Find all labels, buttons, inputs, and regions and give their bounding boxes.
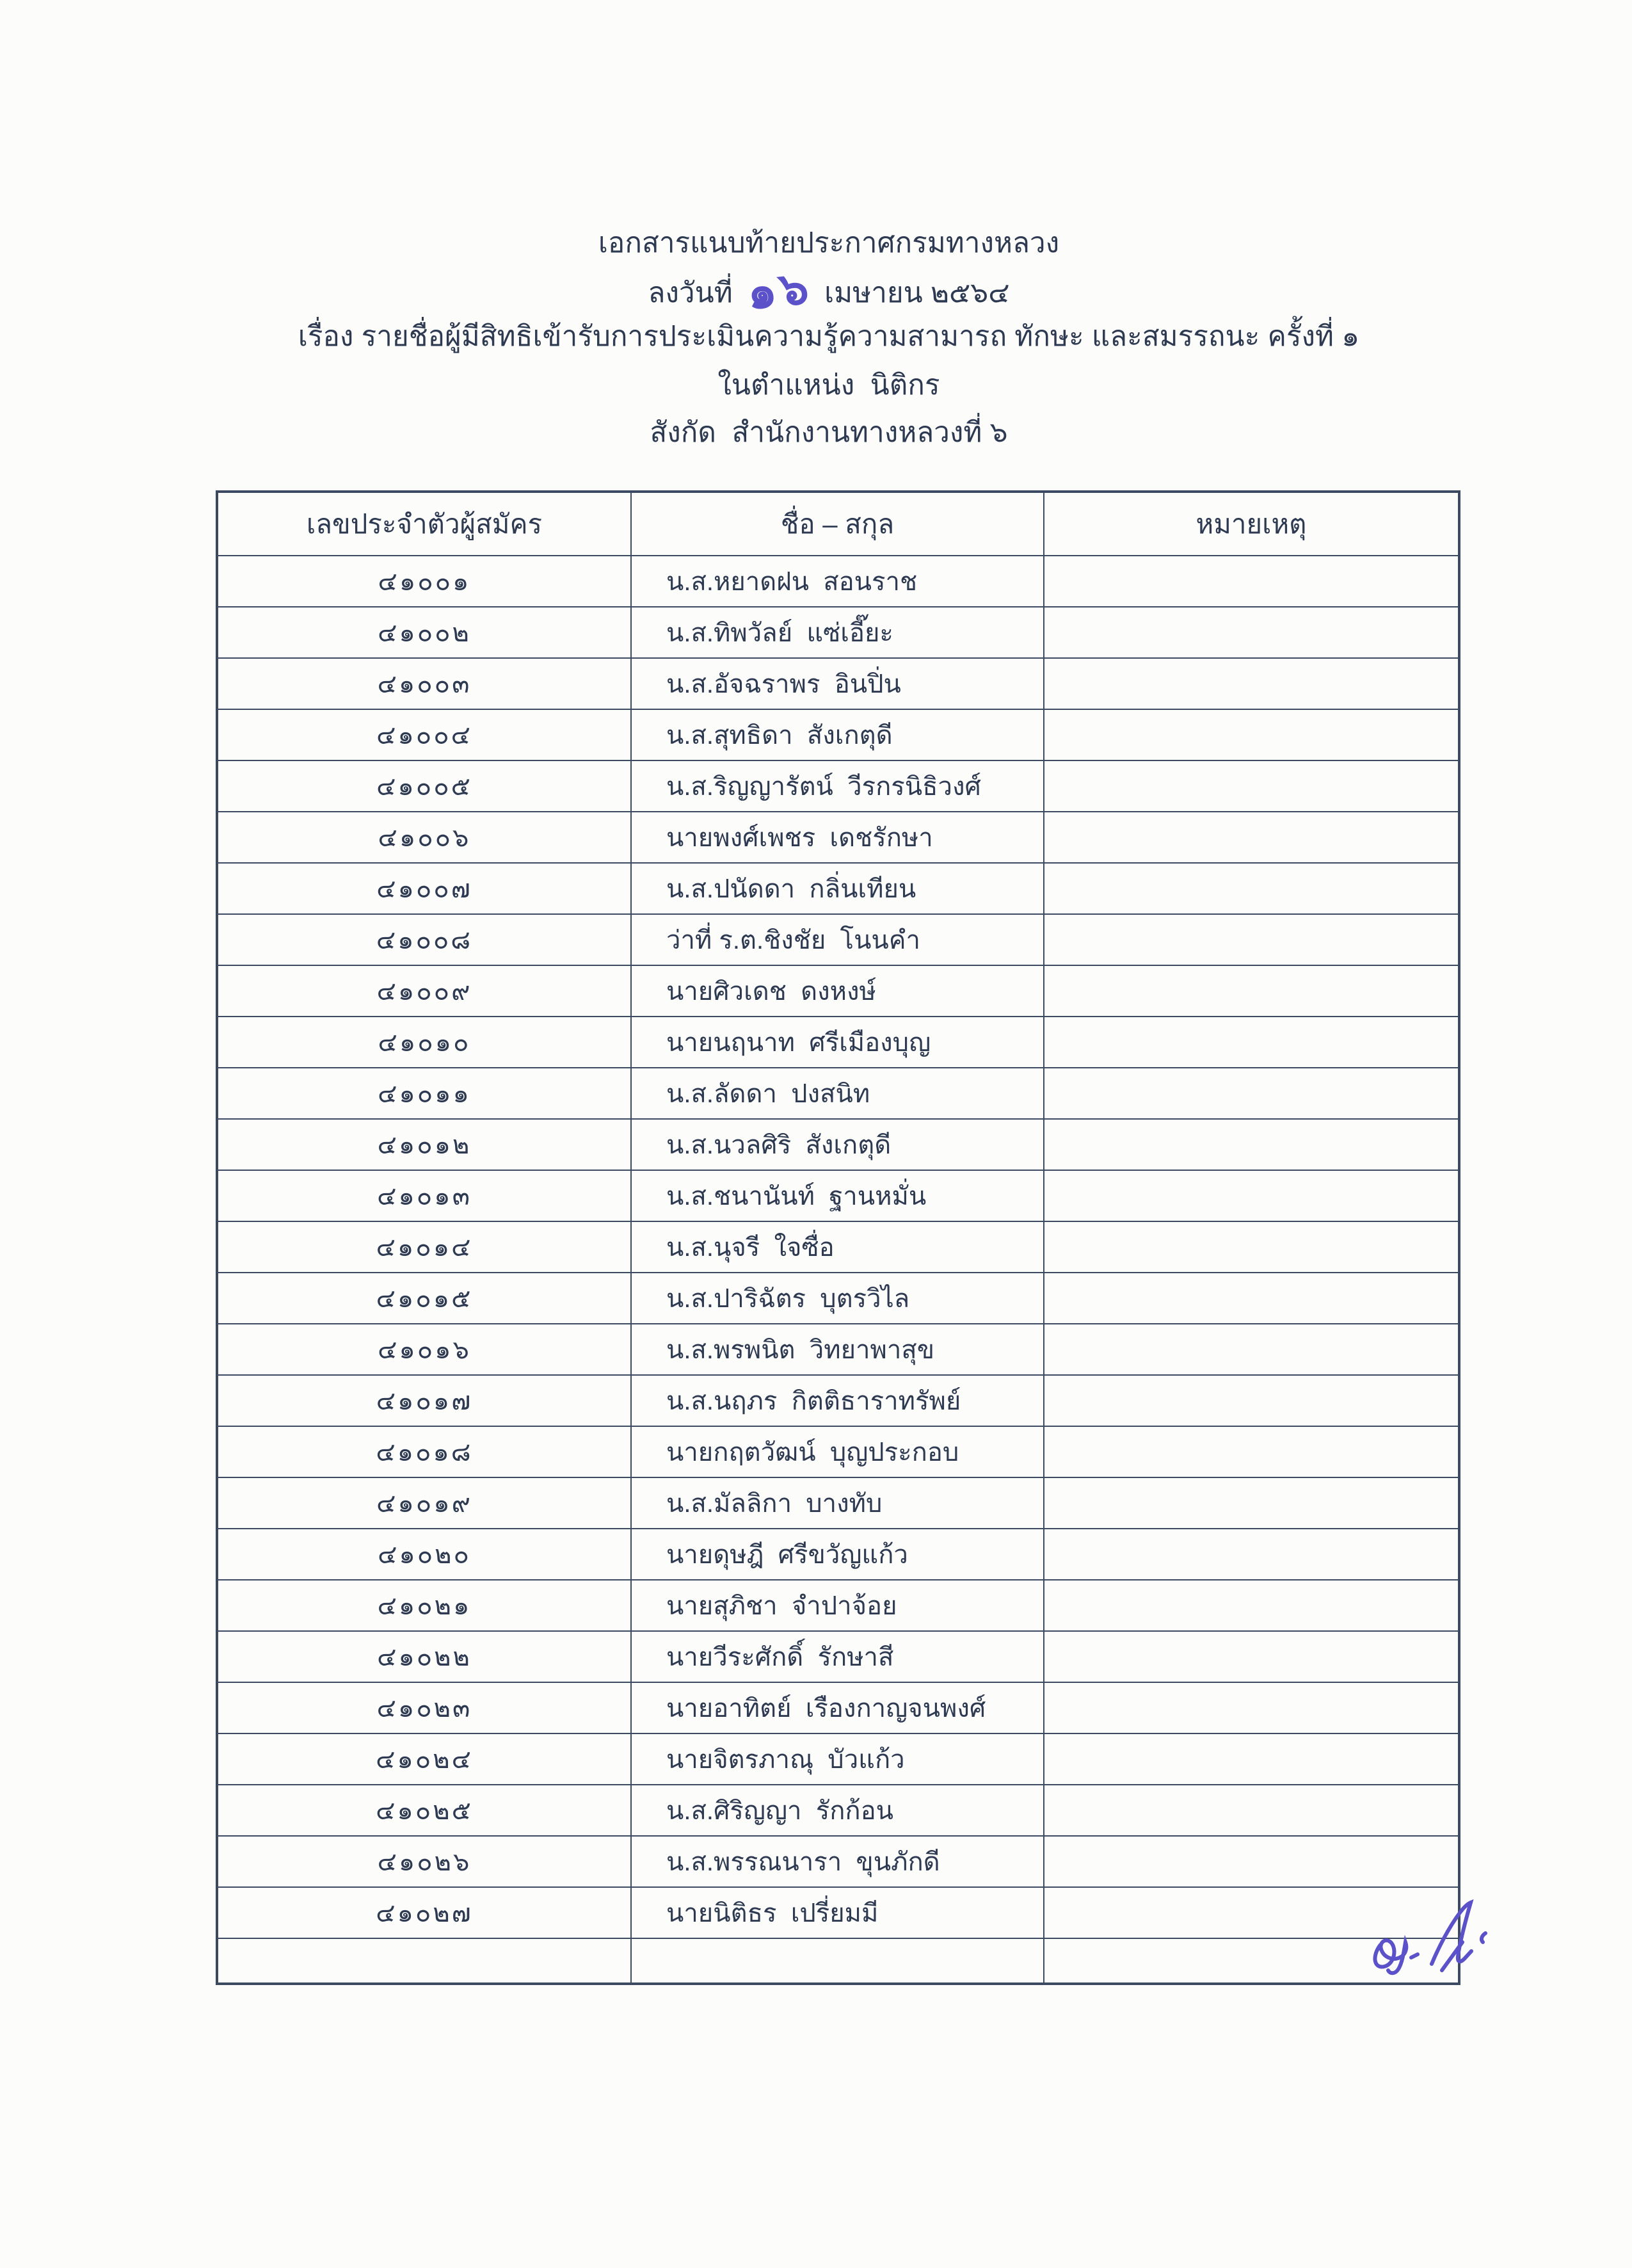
- remark-cell: [1044, 965, 1459, 1017]
- applicant-name-cell: นายพงศ์เพชร เดชรักษา: [631, 812, 1044, 863]
- applicant-name-cell: น.ส.ปนัดดา กลิ่นเทียน: [631, 863, 1044, 914]
- table-row: [217, 1682, 1459, 1733]
- table-row: [217, 556, 1459, 607]
- empty-cell: [631, 1938, 1044, 1984]
- remark-cell: [1044, 709, 1459, 760]
- table-row: [217, 863, 1459, 914]
- applicant-name-cell: นายศิวเดช ดงหงษ์: [631, 965, 1044, 1017]
- remark-cell: [1044, 1324, 1459, 1375]
- applicant-id-cell: ๔๑๐๐๔: [217, 709, 631, 760]
- applicant-name-cell: น.ส.ริญญารัตน์ วีรกรนิธิวงศ์: [631, 760, 1044, 812]
- applicant-id-cell: ๔๑๐๒๒: [217, 1631, 631, 1682]
- applicant-id-cell: ๔๑๐๐๒: [217, 607, 631, 658]
- applicant-name-cell: นายอาทิตย์ เรืองกาญจนพงศ์: [631, 1682, 1044, 1733]
- remark-cell: [1044, 1068, 1459, 1119]
- applicant-name-cell: น.ส.ชนานันท์ ฐานหมั่น: [631, 1170, 1044, 1221]
- applicant-name-cell: น.ส.ศิริญญา รักก้อน: [631, 1785, 1044, 1836]
- applicant-name-cell: นายดุษฎี ศรีขวัญแก้ว: [631, 1529, 1044, 1580]
- applicant-name-cell: น.ส.สุทธิดา สังเกตุดี: [631, 709, 1044, 760]
- applicant-name-cell: น.ส.ทิพวัลย์ แซ่เอี๊ยะ: [631, 607, 1044, 658]
- table-row: [217, 1733, 1459, 1785]
- applicant-id-cell: ๔๑๐๒๗: [217, 1887, 631, 1938]
- doc-division-line: สังกัด สำนักงานทางหลวงที่ ๖: [650, 417, 1008, 448]
- doc-subject-line: เรื่อง รายชื่อผู้มีสิทธิเข้ารับการประเมินความรู้ความสามารถ ทักษะ และสมรรถนะ ครั้งที่ ๑: [298, 321, 1360, 352]
- remark-cell: [1044, 914, 1459, 965]
- applicant-name-cell: นายจิตรภาณุ บัวแก้ว: [631, 1733, 1044, 1785]
- applicant-name-cell: น.ส.ลัดดา ปงสนิท: [631, 1068, 1044, 1119]
- applicant-id-cell: ๔๑๐๒๓: [217, 1682, 631, 1733]
- table-row: [217, 1529, 1459, 1580]
- applicant-id-cell: ๔๑๐๑๘: [217, 1426, 631, 1477]
- applicant-id-cell: ๔๑๐๑๑: [217, 1068, 631, 1119]
- remark-cell: [1044, 1836, 1459, 1887]
- applicant-id-cell: ๔๑๐๐๓: [217, 658, 631, 709]
- applicants-table-body: [217, 556, 1459, 1984]
- column-header-remark: หมายเหตุ: [1044, 492, 1459, 556]
- remark-cell: [1044, 812, 1459, 863]
- applicant-id-cell: ๔๑๐๑๔: [217, 1221, 631, 1273]
- applicant-id-cell: ๔๑๐๐๑: [217, 556, 631, 607]
- applicant-id-cell: ๔๑๐๐๘: [217, 914, 631, 965]
- applicant-name-cell: น.ส.นฤภร กิตติธาราทรัพย์: [631, 1375, 1044, 1426]
- table-row: [217, 760, 1459, 812]
- remark-cell: [1044, 1529, 1459, 1580]
- applicant-id-cell: ๔๑๐๒๔: [217, 1733, 631, 1785]
- applicant-name-cell: น.ส.อัจฉราพร อินปิ่น: [631, 658, 1044, 709]
- remark-cell: [1044, 556, 1459, 607]
- remark-cell: [1044, 1426, 1459, 1477]
- table-row: [217, 607, 1459, 658]
- empty-row: [217, 1938, 1459, 1984]
- doc-date-line: [38, 261, 1619, 319]
- table-row: [217, 1170, 1459, 1221]
- handwritten-date: ๑๖: [744, 261, 813, 319]
- remark-cell: [1044, 1221, 1459, 1273]
- applicant-id-cell: ๔๑๐๒๕: [217, 1785, 631, 1836]
- remark-cell: [1044, 1119, 1459, 1170]
- table-row: [217, 1477, 1459, 1529]
- table-row: [217, 1631, 1459, 1682]
- table-row: [217, 1785, 1459, 1836]
- remark-cell: [1044, 1682, 1459, 1733]
- remark-cell: [1044, 1170, 1459, 1221]
- remark-cell: [1044, 607, 1459, 658]
- table-row: [217, 1068, 1459, 1119]
- applicant-name-cell: นายกฤตวัฒน์ บุญประกอบ: [631, 1426, 1044, 1477]
- applicant-id-cell: ๔๑๐๐๗: [217, 863, 631, 914]
- applicant-id-cell: ๔๑๐๑๙: [217, 1477, 631, 1529]
- table-row: [217, 658, 1459, 709]
- remark-cell: [1044, 1580, 1459, 1631]
- table-row: [217, 914, 1459, 965]
- applicant-id-cell: ๔๑๐๑๒: [217, 1119, 631, 1170]
- table-row: [217, 1887, 1459, 1938]
- column-header-name: ชื่อ – สกุล: [631, 492, 1044, 556]
- table-row: [217, 709, 1459, 760]
- applicant-id-cell: ๔๑๐๑๓: [217, 1170, 631, 1221]
- table-row: [217, 1324, 1459, 1375]
- applicants-table: [216, 490, 1460, 1985]
- doc-title: เอกสารแนบท้ายประกาศกรมทางหลวง: [598, 227, 1060, 259]
- date-prefix: ลงวันที่: [648, 277, 733, 309]
- table-row: [217, 1221, 1459, 1273]
- applicant-id-cell: ๔๑๐๐๙: [217, 965, 631, 1017]
- applicant-name-cell: นายสุภิชา จำปาจ้อย: [631, 1580, 1044, 1631]
- table-row: [217, 812, 1459, 863]
- remark-cell: [1044, 658, 1459, 709]
- applicant-name-cell: น.ส.พรรณนารา ขุนภักดี: [631, 1836, 1044, 1887]
- applicant-name-cell: ว่าที่ ร.ต.ชิงชัย โนนคำ: [631, 914, 1044, 965]
- applicant-id-cell: ๔๑๐๐๖: [217, 812, 631, 863]
- remark-cell: [1044, 1631, 1459, 1682]
- remark-cell: [1044, 863, 1459, 914]
- table-row: [217, 965, 1459, 1017]
- table-header-row: [217, 492, 1459, 556]
- applicant-id-cell: ๔๑๐๑๗: [217, 1375, 631, 1426]
- applicant-name-cell: น.ส.ปาริฉัตร บุตรวิไล: [631, 1273, 1044, 1324]
- applicant-id-cell: ๔๑๐๑๖: [217, 1324, 631, 1375]
- applicant-id-cell: ๔๑๐๒๐: [217, 1529, 631, 1580]
- table-row: [217, 1426, 1459, 1477]
- applicant-id-cell: ๔๑๐๑๐: [217, 1017, 631, 1068]
- applicant-name-cell: นายนฤนาท ศรีเมืองบุญ: [631, 1017, 1044, 1068]
- remark-cell: [1044, 1273, 1459, 1324]
- table-row: [217, 1836, 1459, 1887]
- column-header-applicant-id: เลขประจำตัวผู้สมัคร: [217, 492, 631, 556]
- applicant-id-cell: ๔๑๐๒๖: [217, 1836, 631, 1887]
- doc-position-line: ในตำแหน่ง นิติกร: [717, 369, 940, 401]
- date-suffix: เมษายน ๒๕๖๔: [824, 277, 1010, 309]
- applicant-name-cell: น.ส.หยาดฝน สอนราช: [631, 556, 1044, 607]
- remark-cell: [1044, 1017, 1459, 1068]
- applicant-name-cell: น.ส.พรพนิต วิทยาพาสุข: [631, 1324, 1044, 1375]
- table-row: [217, 1119, 1459, 1170]
- table-row: [217, 1580, 1459, 1631]
- remark-cell: [1044, 1375, 1459, 1426]
- table-row: [217, 1017, 1459, 1068]
- applicant-id-cell: ๔๑๐๒๑: [217, 1580, 631, 1631]
- table-row: [217, 1273, 1459, 1324]
- remark-cell: [1044, 760, 1459, 812]
- applicant-name-cell: นายนิติธร เปรี่ยมมี: [631, 1887, 1044, 1938]
- applicant-name-cell: น.ส.นุจรี ใจซื่อ: [631, 1221, 1044, 1273]
- table-row: [217, 1375, 1459, 1426]
- remark-cell: [1044, 1785, 1459, 1836]
- applicant-id-cell: ๔๑๐๐๕: [217, 760, 631, 812]
- applicant-id-cell: ๔๑๐๑๕: [217, 1273, 631, 1324]
- empty-cell: [217, 1938, 631, 1984]
- handwritten-initials-icon: [1366, 1895, 1526, 1991]
- remark-cell: [1044, 1477, 1459, 1529]
- remark-cell: [1044, 1733, 1459, 1785]
- applicant-name-cell: นายวีระศักดิ์ รักษาสี: [631, 1631, 1044, 1682]
- applicant-name-cell: น.ส.มัลลิกา บางทับ: [631, 1477, 1044, 1529]
- applicant-name-cell: น.ส.นวลศิริ สังเกตุดี: [631, 1119, 1044, 1170]
